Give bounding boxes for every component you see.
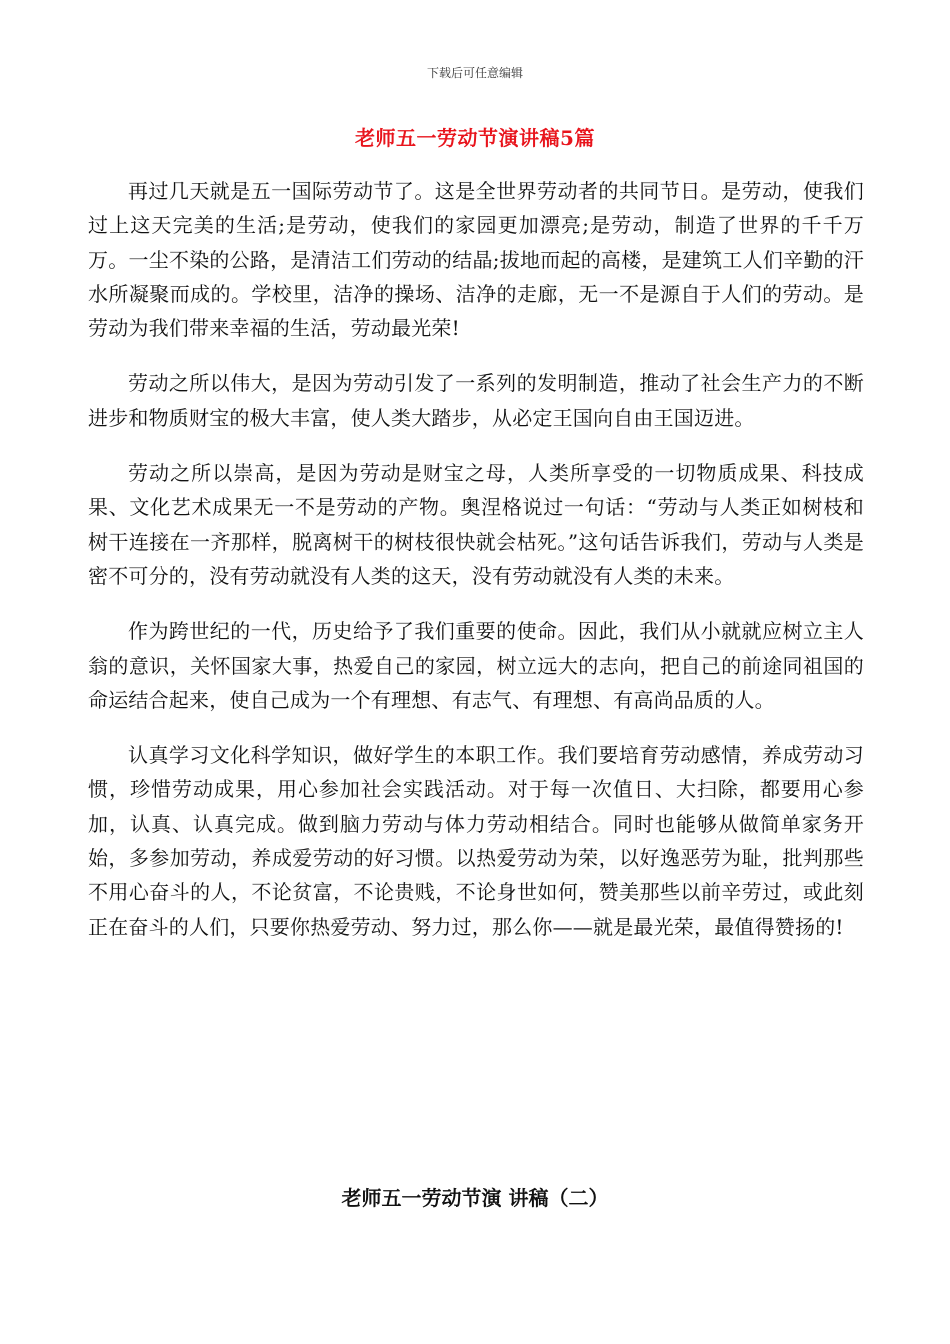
- header-note: 下载后可任意编辑: [426, 66, 523, 80]
- paragraph-1: 再过几天就是五一国际劳动节了。这是全世界劳动者的共同节日。是劳动，使我们过上这天完美的生活;是劳动，使我们的家园更加漂亮;是劳动，制造了世界的千千万万。一尘不染的公路，是清洁工们劳动的结晶;拔地而起的高楼，是建筑工人们辛勤的汗水所凝聚而成的。学校里，洁净的操场、洁净的走廊，无一不是源自于人们的劳动。是劳动为我们带来幸福的生活，劳动最光荣!: [88, 179, 864, 341]
- paragraph-5: 认真学习文化科学知识，做好学生的本职工作。我们要培育劳动感情，养成劳动习惯，珍惜劳动成果，用心参加社会实践活动。对于每一次值日、大扫除，都要用心参加，认真、认真完成。做到脑力劳动与体力劳动相结合。同时也能够从做简单家务开始，多参加劳动，养成爱劳动的好习惯。以热爱劳动为荣，以好逸恶劳为耻，批判那些不用心奋斗的人，不论贫富，不论贵贱，不论身世如何，赞美那些以前辛劳过，或此刻正在奋斗的人们，只要你热爱劳动、努力过，那么你——就是最光荣，最值得赞扬的!: [88, 743, 864, 939]
- section-heading: 老师五一劳动节演 讲稿（二）: [341, 1186, 609, 1210]
- paragraph-2: 劳动之所以伟大，是因为劳动引发了一系列的发明制造，推动了社会生产力的不断进步和物质财宝的极大丰富，使人类大踏步，从必定王国向自由王国迈进。: [88, 371, 864, 430]
- paragraph-4: 作为跨世纪的一代，历史给予了我们重要的使命。因此，我们从小就就应树立主人翁的意识，关怀国家大事，热爱自己的家园，树立远大的志向，把自己的前途同祖国的命运结合起来，使自己成为一个有理想、有志气、有理想、有高尚品质的人。: [88, 619, 864, 712]
- document-title: 老师五一劳动节演讲稿5篇: [355, 126, 595, 150]
- paragraph-3: 劳动之所以崇高，是因为劳动是财宝之母，人类所享受的一切物质成果、科技成果、文化艺术成果无一不是劳动的产物。奥涅格说过一句话：“劳动与人类正如树枝和树干连接在一齐那样，脱离树干的树枝很快就会枯死。”这句话告诉我们，劳动与人类是密不可分的，没有劳动就没有人类的这天，没有劳动就没有人类的未来。: [88, 461, 864, 588]
- document-body: [88, 174, 864, 965]
